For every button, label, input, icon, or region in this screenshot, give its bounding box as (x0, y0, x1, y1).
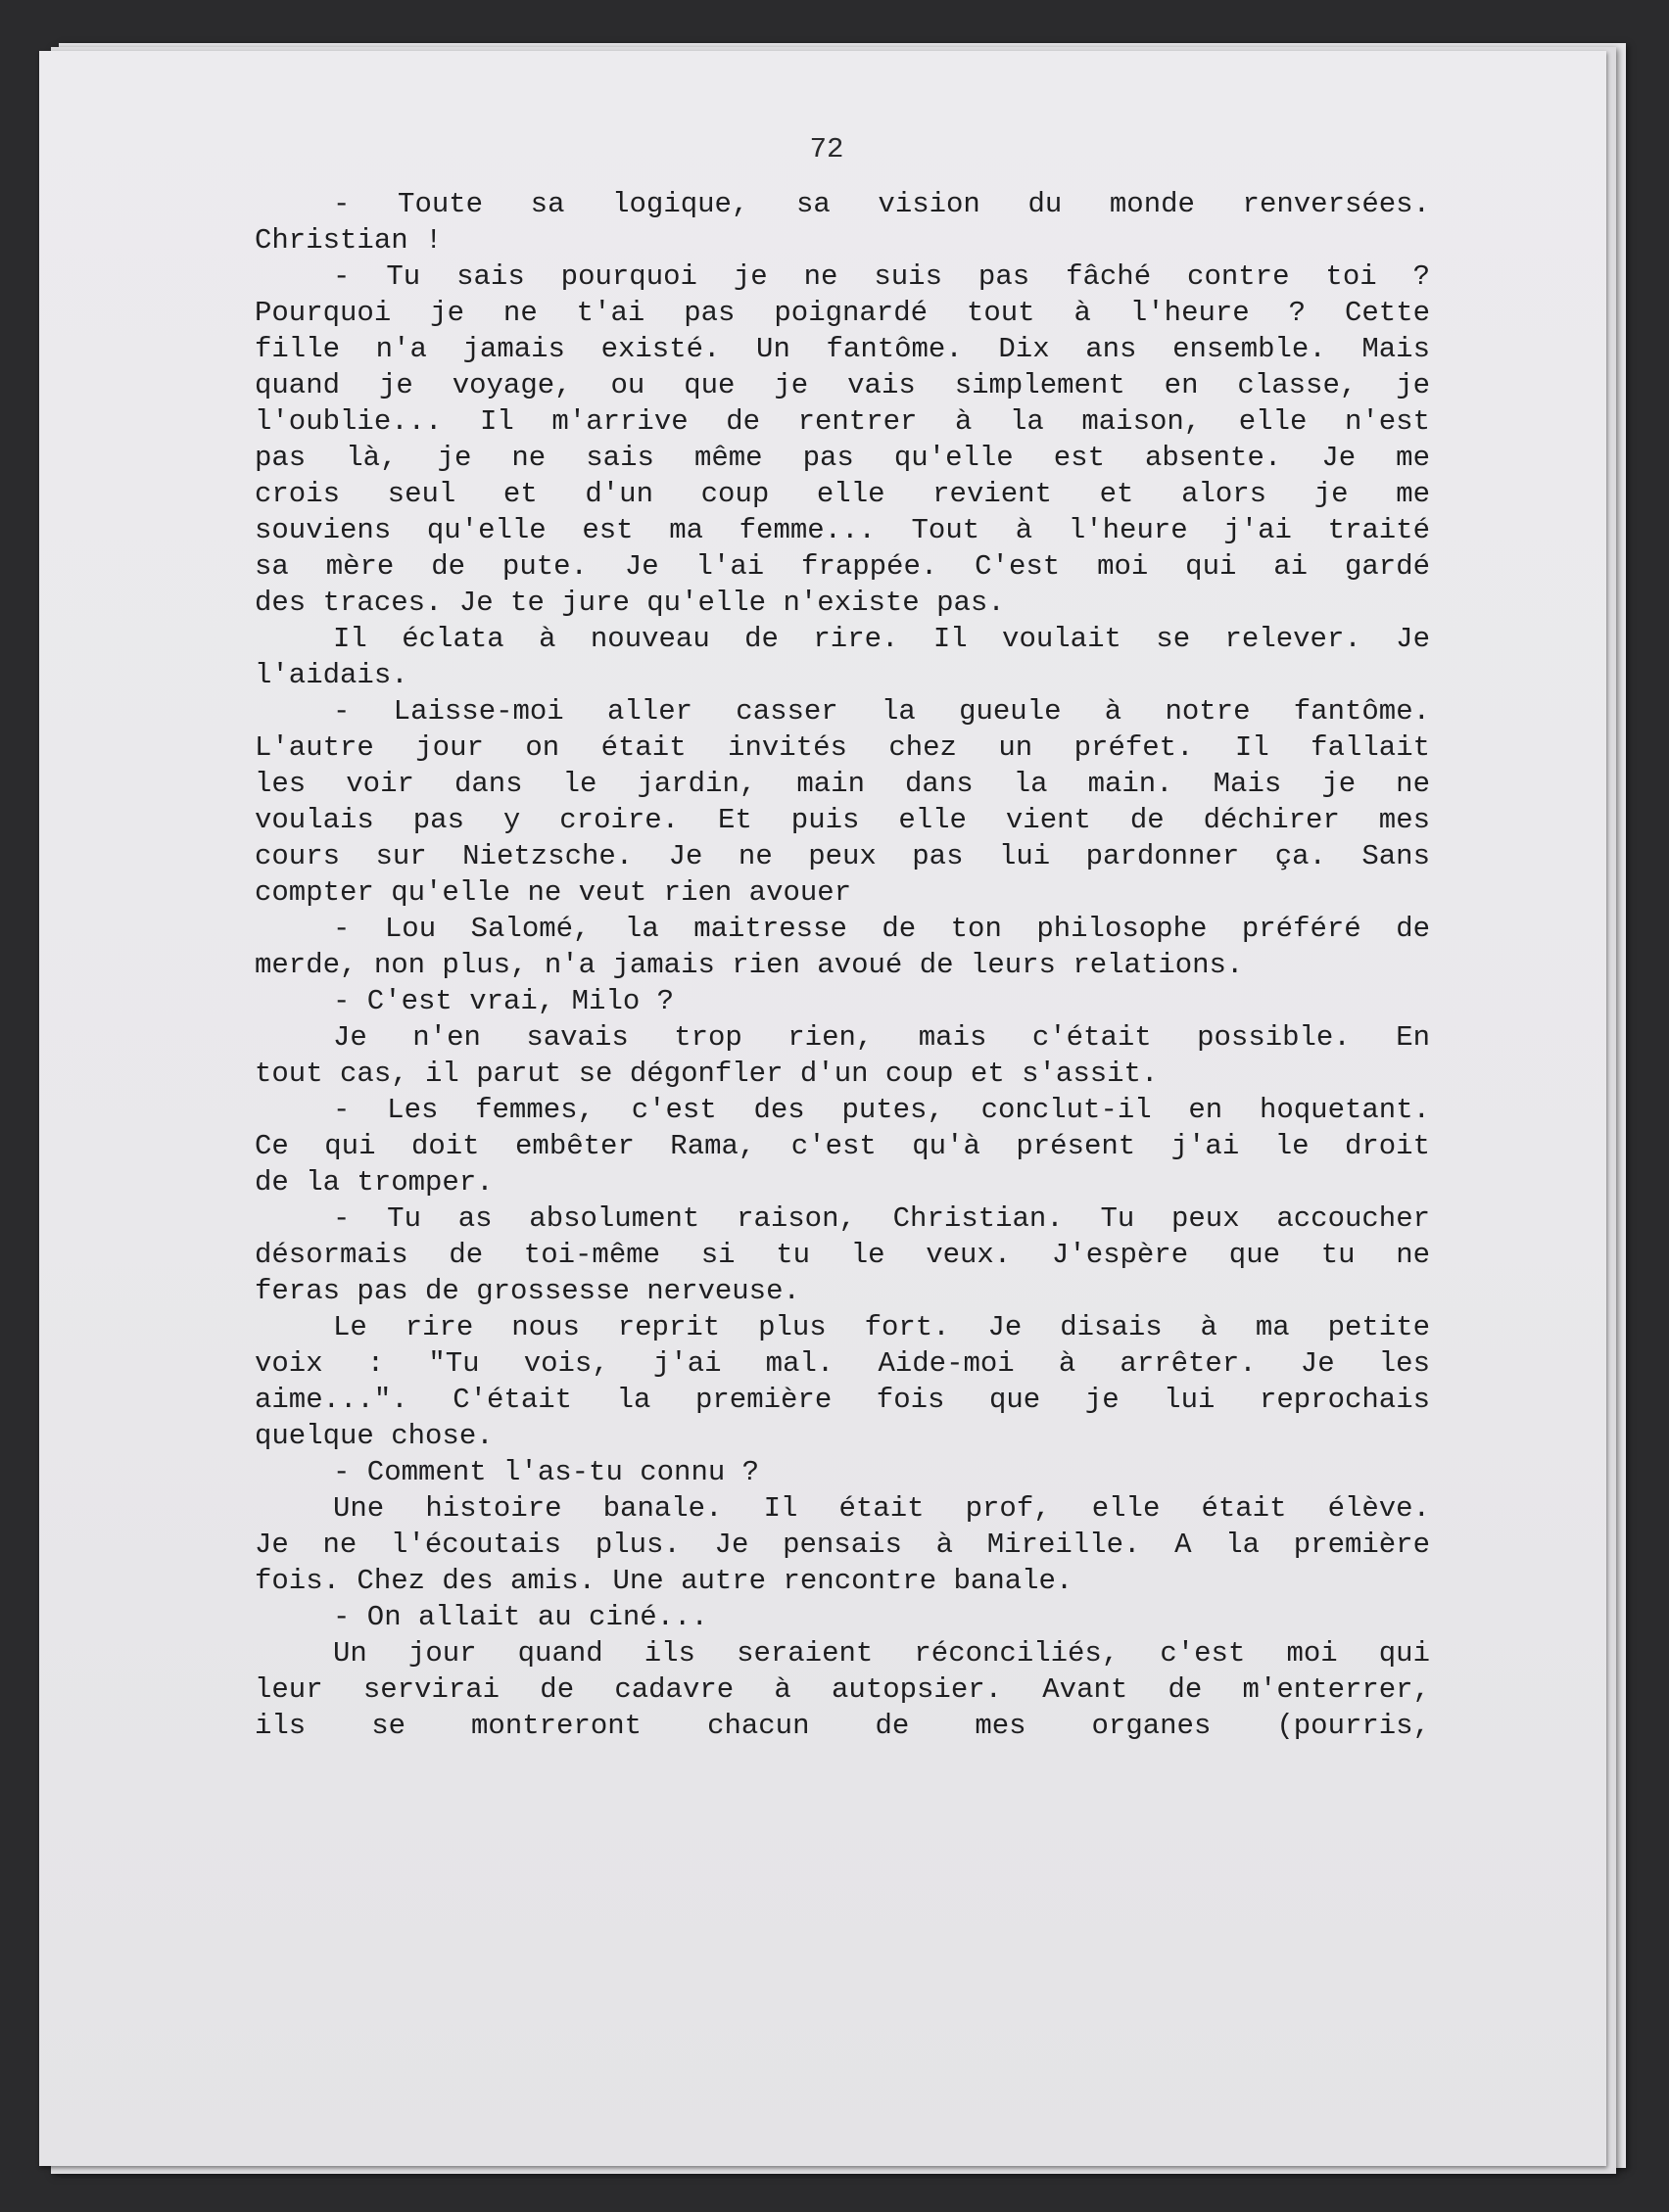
text-line: - Tu sais pourquoi je ne suis pas fâché contre toi ? (333, 260, 1430, 293)
text-line: fois. Chez des amis. Une autre rencontre banale. (255, 1565, 1073, 1597)
text-line: voix : "Tu vois, j'ai mal. Aide-moi à arrêter. Je les (255, 1347, 1430, 1380)
text-line: - On allait au ciné... (333, 1601, 708, 1633)
text-line: Ce qui doit embêter Rama, c'est qu'à présent j'ai le droit (255, 1130, 1430, 1162)
text-line: - Lou Salomé, la maitresse de ton philosophe préféré de (333, 913, 1430, 945)
text-line: des traces. Je te jure qu'elle n'existe pas. (255, 587, 1005, 619)
text-line: tout cas, il parut se dégonfler d'un coup et s'assit. (255, 1058, 1159, 1090)
text-line: Je ne l'écoutais plus. Je pensais à Mireille. A la première (255, 1529, 1430, 1561)
text-line: souviens qu'elle est ma femme... Tout à l'heure j'ai traité (255, 514, 1430, 546)
text-line: - Tu as absolument raison, Christian. Tu peux accoucher (333, 1202, 1430, 1235)
text-line: - Toute sa logique, sa vision du monde renversées. (333, 188, 1430, 220)
text-line: compter qu'elle ne veut rien avouer (255, 876, 852, 909)
text-line: - Comment l'as-tu connu ? (333, 1456, 760, 1488)
text-line: crois seul et d'un coup elle revient et alors je me (255, 478, 1430, 510)
text-line: - C'est vrai, Milo ? (333, 985, 675, 1017)
text-line: - Les femmes, c'est des putes, conclut-il en hoquetant. (333, 1094, 1430, 1126)
typed-page (39, 51, 1606, 2166)
text-line: Pourquoi je ne t'ai pas poignardé tout à l'heure ? Cette (255, 297, 1430, 329)
text-line: feras pas de grossesse nerveuse. (255, 1275, 800, 1307)
text-line: pas là, je ne sais même pas qu'elle est absente. Je me (255, 442, 1430, 474)
text-line: - Laisse-moi aller casser la gueule à notre fantôme. (333, 695, 1430, 728)
text-line: merde, non plus, n'a jamais rien avoué de leurs relations. (255, 949, 1244, 981)
text-line: Je n'en savais trop rien, mais c'était possible. En (333, 1021, 1430, 1054)
text-line: quand je voyage, ou que je vais simplement en classe, je (255, 369, 1430, 401)
text-line: désormais de toi-même si tu le veux. J'espère que tu ne (255, 1239, 1430, 1271)
page-text-body (255, 186, 1430, 1744)
text-line: quelque chose. (255, 1420, 494, 1452)
text-line: les voir dans le jardin, main dans la main. Mais je ne (255, 768, 1430, 800)
text-line: leur servirai de cadavre à autopsier. Avant de m'enterrer, (255, 1673, 1430, 1706)
text-line: voulais pas y croire. Et puis elle vient de déchirer mes (255, 804, 1430, 836)
text-line: L'autre jour on était invités chez un préfet. Il fallait (255, 731, 1430, 764)
text-line: Il éclata à nouveau de rire. Il voulait se relever. Je (333, 623, 1430, 655)
page-number: 72 (809, 133, 844, 165)
text-line: de la tromper. (255, 1166, 494, 1199)
text-line: cours sur Nietzsche. Je ne peux pas lui pardonner ça. Sans (255, 840, 1430, 872)
text-line: Une histoire banale. Il était prof, elle était élève. (333, 1492, 1430, 1525)
text-line: Christian ! (255, 224, 443, 257)
text-line: Un jour quand ils seraient réconciliés, c'est moi qui (333, 1637, 1430, 1670)
text-line: l'oublie... Il m'arrive de rentrer à la maison, elle n'est (255, 405, 1430, 438)
text-line: sa mère de pute. Je l'ai frappée. C'est moi qui ai gardé (255, 550, 1430, 583)
text-line: fille n'a jamais existé. Un fantôme. Dix ans ensemble. Mais (255, 333, 1430, 365)
text-line: Le rire nous reprit plus fort. Je disais à ma petite (333, 1311, 1430, 1343)
text-line: l'aidais. (255, 659, 408, 691)
text-line: ils se montreront chacun de mes organes (pourris, (255, 1710, 1430, 1742)
text-line: aime...". C'était la première fois que je lui reprochais (255, 1384, 1430, 1416)
